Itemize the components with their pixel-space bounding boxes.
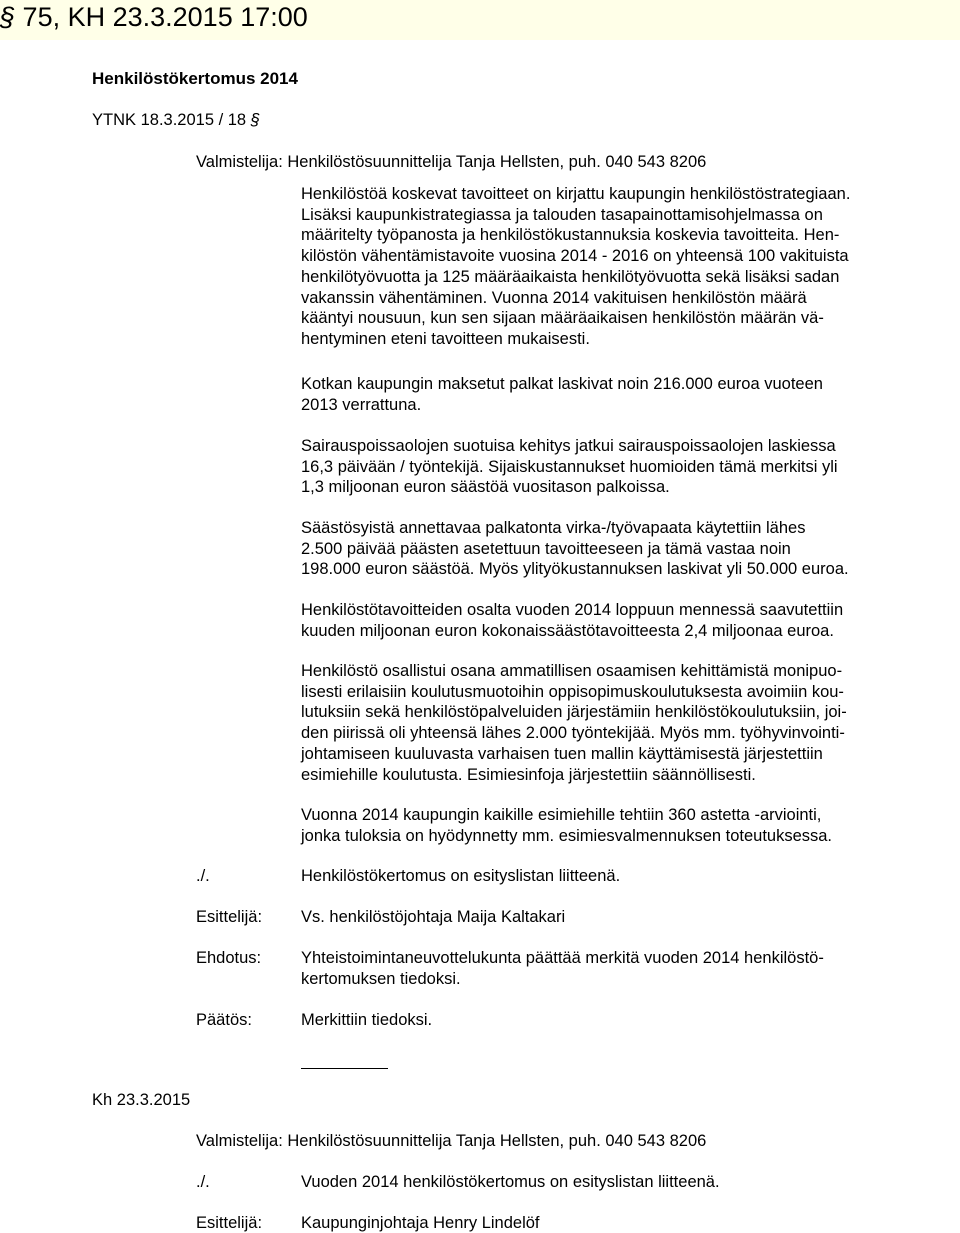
presenter-name: Vs. henkilöstöjohtaja Maija Kaltakari <box>301 908 566 926</box>
paragraph-line: lisesti erilaisiin koulutusmuotoihin oppisopimuskoulutuksesta avoimiin kou- <box>301 682 844 701</box>
paragraph-line: 1,3 miljoonan euron säästöä vuositason palkoissa. <box>301 478 670 497</box>
paragraph-line: jonka tuloksia on hyödynnetty mm. esimiesvalmennuksen toteutuksessa. <box>301 826 833 845</box>
paragraph-3 <box>301 436 891 498</box>
paragraph-line: Henkilöstö osallistui osana ammatillisen osaamisen kehittämistä monipuo- <box>301 662 843 680</box>
paragraph-2 <box>301 374 891 415</box>
paragraph-line: Kotkan kaupungin maksetut palkat laskivat noin 216.000 euroa vuoteen <box>301 375 823 393</box>
paragraph-line: Säästösyistä annettavaa palkatonta virka-/työvapaata käytettiin lähes <box>301 519 806 537</box>
paragraph-line: Vuonna 2014 kaupungin kaikille esimiehille tehtiin 360 astetta -arviointi, <box>301 806 822 824</box>
attachment-text: Henkilöstökertomus on esityslistan liitteenä. <box>301 867 621 885</box>
paragraph-5 <box>301 600 891 641</box>
paragraph-7 <box>301 805 891 846</box>
presenter-label: Esittelijä: <box>196 1214 263 1232</box>
ytnk-line <box>92 110 260 130</box>
presenter-label: Esittelijä: <box>196 908 263 926</box>
paragraph-line: esimiehille koulutusta. Esimiesinfoja järjestettiin säännöllisesti. <box>301 765 756 784</box>
kh-date: Kh 23.3.2015 <box>92 1091 191 1109</box>
presenter-name: Kaupunginjohtaja Henry Lindelöf <box>301 1214 540 1232</box>
paragraph-line: lutuksiin sekä henkilöstöpalveluiden järjestämiin henkilöstökoulutuksiin, joi- <box>301 703 847 722</box>
proposal-label: Ehdotus: <box>196 949 262 967</box>
preparer-bottom: Valmistelija: Henkilöstösuunnittelija Tanja Hellsten, puh. 040 543 8206 <box>196 1132 707 1150</box>
attachment-text: Vuoden 2014 henkilöstökertomus on esityslistan liitteenä. <box>301 1173 720 1191</box>
paragraph-line: vakanssin vähentäminen. Vuonna 2014 vakituisen henkilöstön määrä <box>301 288 807 307</box>
decision-text: Merkittiin tiedoksi. <box>301 1011 433 1029</box>
paragraph-line: määritelty työpanosta ja henkilöstökustannuksia koskevia tavoitteita. Hen- <box>301 226 840 245</box>
paragraph-line: kuuden miljoonan euron kokonaissäästötavoitteesta 2,4 miljoonaa euroa. <box>301 621 834 640</box>
proposal-text <box>301 948 891 989</box>
header-title <box>0 2 308 32</box>
paragraph-line: Sairauspoissaolojen suotuisa kehitys jatkui sairauspoissaolojen laskiessa <box>301 437 836 455</box>
meeting-heading: 75, KH 23.3.2015 17:00 <box>22 2 308 32</box>
paragraph-4 <box>301 518 891 580</box>
paragraph-line: henkilötyövuotta ja 125 määräaikaista henkilötyövuotta sekä lisäksi sadan <box>301 267 840 286</box>
document-title: Henkilöstökertomus 2014 <box>92 69 298 88</box>
attachment-mark: ./. <box>196 867 210 885</box>
proposal-line: kertomuksen tiedoksi. <box>301 969 461 988</box>
paragraph-line: 16,3 päivään / työntekijä. Sijaiskustannukset huomioiden tämä merkitsi yli <box>301 457 838 476</box>
ytnk-section-symbol: § <box>250 111 260 129</box>
attachment-mark: ./. <box>196 1173 210 1191</box>
paragraph-line: Henkilöstöä koskevat tavoitteet on kirjattu kaupungin henkilöstöstrategiaan. <box>301 185 851 203</box>
proposal-line: Yhteistoimintaneuvottelukunta päättää merkitä vuoden 2014 henkilöstö- <box>301 949 824 967</box>
paragraph-line: kilöstön vähentämistavoite vuosina 2014 - 2016 on yhteensä 100 vakituista <box>301 247 849 266</box>
ytnk-text: YTNK 18.3.2015 / 18 <box>92 111 247 129</box>
decision-label: Päätös: <box>196 1011 252 1029</box>
preparer-top: Valmistelija: Henkilöstösuunnittelija Tanja Hellsten, puh. 040 543 8206 <box>196 153 707 171</box>
paragraph-6 <box>301 661 891 785</box>
separator-rule <box>301 1068 388 1069</box>
paragraph-1 <box>301 184 891 350</box>
paragraph-line: Henkilöstötavoitteiden osalta vuoden 2014 loppuun mennessä saavutettiin <box>301 601 844 619</box>
section-symbol: § <box>0 2 16 32</box>
paragraph-line: hentyminen eteni tavoitteen mukaisesti. <box>301 329 590 348</box>
paragraph-line: den piirissä oli yhteensä lähes 2.000 työntekijää. Myös mm. työhyvinvointi- <box>301 724 845 743</box>
paragraph-line: 2013 verrattuna. <box>301 395 422 414</box>
paragraph-line: 198.000 euron säästöä. Myös ylityökustannuksen laskivat yli 50.000 euroa. <box>301 560 849 579</box>
paragraph-line: kääntyi nousuun, kun sen sijaan määräaikaisen henkilöstön määrän vä- <box>301 309 824 328</box>
paragraph-line: 2.500 päivää päästen asetettuun tavoitteeseen ja tämä vastaa noin <box>301 539 791 558</box>
paragraph-line: johtamiseen kuuluvasta varhaisen tuen mallin käyttämisestä järjestettiin <box>301 744 823 763</box>
paragraph-line: Lisäksi kaupunkistrategiassa ja talouden tasapainottamisohjelmassa on <box>301 205 823 224</box>
